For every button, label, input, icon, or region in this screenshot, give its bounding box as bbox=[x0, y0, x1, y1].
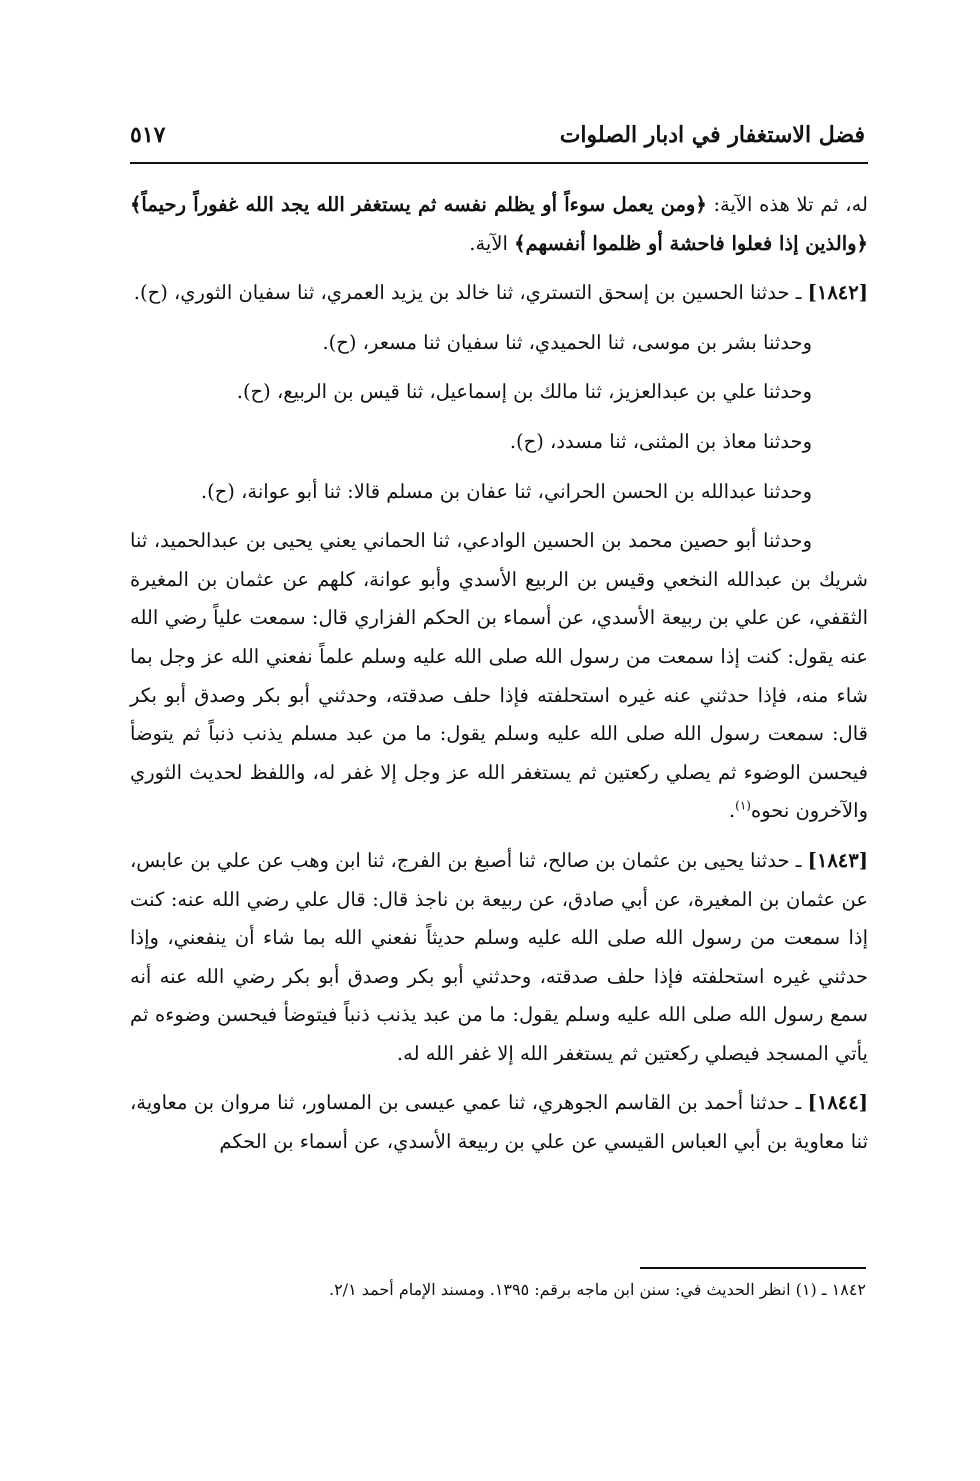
running-title: فضل الاستغفار في ادبار الصلوات bbox=[559, 122, 865, 148]
chain-paragraph: وحدثنا علي بن عبدالعزيز، ثنا مالك بن إسماعيل، ثنا قيس بن الربيع، (ح). bbox=[236, 380, 812, 404]
chain-paragraph: وحدثنا معاذ بن المثنى، ثنا مسدد، (ح). bbox=[509, 429, 812, 453]
page-header bbox=[130, 116, 865, 164]
chain-paragraph: وحدثنا عبدالله بن الحسن الحراني، ثنا عفان بن مسلم قالا: ثنا أبو عوانة، (ح). bbox=[200, 479, 812, 503]
chain-paragraph-long: وحدثنا أبو حصين محمد بن الحسين الوادعي، ثنا الحماني يعني يحيى بن عبدالحميد، ثنا شريك بن عبدالله النخعي وقيس بن الربيع الأسدي وأبو عوانة، كلهم عن عثمان بن المغيرة الثقفي، عن علي بن ربيعة الأسدي، عن أسماء بن الحكم الفزاري قال: سمعت علياً رضي الله عنه يقول: كنت إذا سمعت من رسول الله صلى الله عليه وسلم علماً نفعني الله عز وجل بما شاء منه، فإذا حدثني عنه غيره استحلفته فإذا حلف صدقته، وحدثني أبو بكر وصدق أبو بكر قال: سمعت رسول الله صلى الله عليه وسلم يقول: ما من عبد مسلم يذنب ذنباً ثم يتوضأ فيحسن الوضوء ثم يصلي ركعتين ثم يستغفر الله عز وجل إلا غفر له، واللفظ لحديث الثوري والآخرون نحوه$^{(١)}$. bbox=[130, 529, 868, 823]
hadith-number: [١٨٤٣] bbox=[807, 848, 868, 872]
quran-quote-1: ﴿ومن يعمل سوءاً أو يظلم نفسه ثم يستغفر الله يجد الله غفوراً رحيماً﴾ bbox=[130, 193, 707, 216]
hadith-number: [١٨٤٢] bbox=[807, 281, 868, 305]
footnote-divider bbox=[640, 1267, 866, 1269]
header-divider bbox=[130, 162, 868, 164]
verse-suffix: الآية. bbox=[469, 231, 515, 255]
page-number: ٥١٧ bbox=[130, 122, 166, 148]
chain-text: وحدثنا أبو حصين محمد بن الحسين الوادعي، ثنا الحماني يعني يحيى بن عبدالحميد، ثنا شريك بن عبدالله النخعي وقيس بن الربيع الأسدي وأبو عوانة، كلهم عن عثمان بن المغيرة الثقفي، عن علي بن ربيعة الأسدي، عن أسماء بن الحكم الفزاري قال: سمعت علياً رضي الله عنه يقول: كنت إذا سمعت من رسول الله صلى الله عليه وسلم علماً نفعني الله عز وجل بما شاء منه، فإذا حدثني عنه غيره استحلفته فإذا حلف صدقته، وحدثني أبو بكر وصدق أبو بكر قال: سمعت رسول الله صلى الله عليه وسلم يقول: ما من عبد مسلم يذنب ذنباً ثم يتوضأ فيحسن الوضوء ثم يصلي ركعتين ثم يستغفر الله عز وجل إلا غفر له، واللفظ لحديث الثوري والآخرون نحوه bbox=[130, 529, 868, 823]
main-text bbox=[130, 186, 868, 1173]
hadith-text: ـ حدثنا أحمد بن القاسم الجوهري، ثنا عمي عيسى بن المساور، ثنا مروان بن معاوية، ثنا معاوية بن أبي العباس القيسي عن علي بن ربيعة الأسدي، عن أسماء بن الحكم bbox=[130, 1091, 868, 1154]
quran-quote-2: ﴿والذين إذا فعلوا فاحشة أو ظلموا أنفسهم﴾ bbox=[514, 231, 868, 255]
hadith-1843 bbox=[130, 842, 868, 1074]
quran-verse-paragraph bbox=[130, 186, 868, 263]
hadith-text: ـ حدثنا يحيى بن عثمان بن صالح، ثنا أصبغ بن الفرج، ثنا ابن وهب عن علي بن عابس، عن عثمان بن المغيرة، عن أبي صادق، عن ربيعة بن ناجذ قال: قال علي رضي الله عنه: كنت إذا سمعت من رسول الله صلى الله عليه وسلم حديثاً نفعني الله بما شاء أن ينفعني، وإذا حدثني غيره استحلفته فإذا حلف صدقته، وحدثني أبو بكر وصدق أبو بكر رضي الله عنه أنه سمع رسول الله صلى الله عليه وسلم يقول: ما من عبد يذنب ذنباً فيتوضأ فيحسن وضوءه ثم يأتي المسجد فيصلي ركعتين ثم يستغفر الله إلا غفر الله له. bbox=[130, 848, 868, 1065]
hadith-text: ـ حدثنا الحسين بن إسحق التستري، ثنا خالد بن يزيد العمري، ثنا سفيان الثوري، (ح). bbox=[133, 281, 808, 305]
hadith-number: [١٨٤٤] bbox=[807, 1091, 868, 1115]
chain-paragraph: وحدثنا بشر بن موسى، ثنا الحميدي، ثنا سفيان ثنا مسعر، (ح). bbox=[322, 330, 812, 354]
hadith-1842 bbox=[130, 274, 868, 313]
hadith-1844 bbox=[130, 1084, 868, 1161]
verse-intro: له، ثم تلا هذه الآية: bbox=[706, 193, 868, 216]
footnote-marker: (١) bbox=[735, 798, 751, 813]
footnote: ١٨٤٢ ـ (١) انظر الحديث في: سنن ابن ماجه برقم: ١٣٩٥. ومسند الإمام أحمد ٢/١. bbox=[328, 1280, 866, 1299]
